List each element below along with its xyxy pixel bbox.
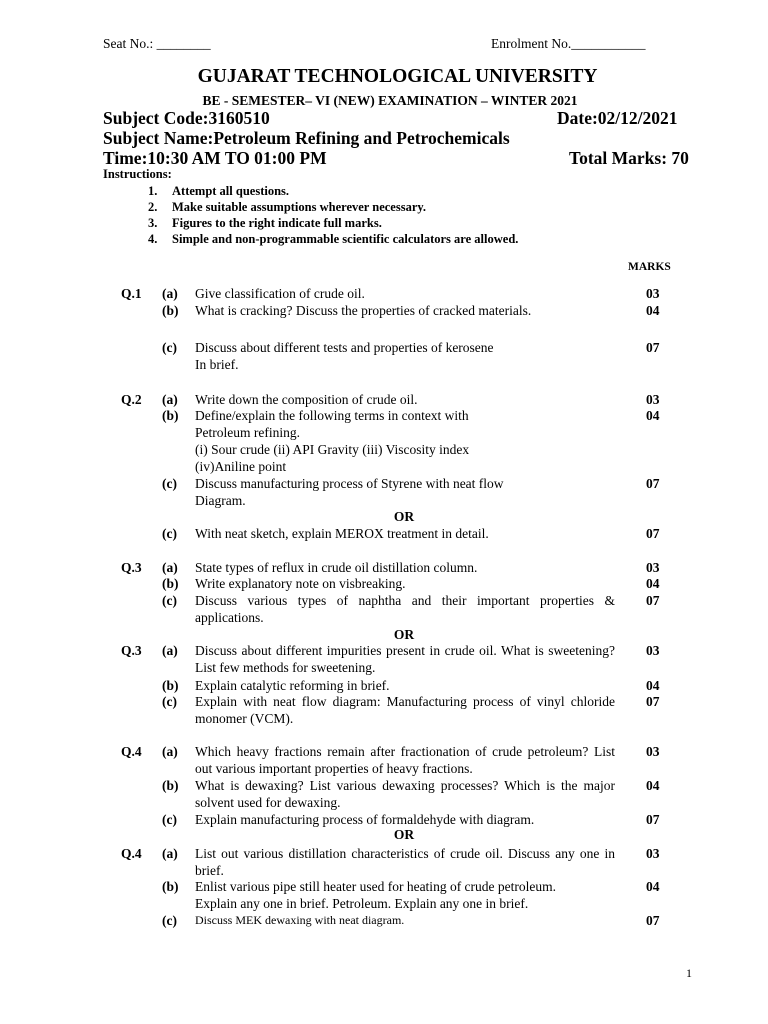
question-marks: 07: [646, 812, 660, 827]
page-number: 1: [686, 966, 692, 980]
instruction-number: 2.: [148, 200, 158, 214]
question-text-continuation: (iv)Aniline point: [195, 459, 287, 474]
question-text: Enlist various pipe still heater used for heating of crude petroleum.: [195, 879, 557, 894]
total-marks: Total Marks: 70: [569, 148, 689, 168]
question-text-continuation: (i) Sour crude (ii) API Gravity (iii) Viscosity index: [195, 442, 470, 457]
question-text: Write down the composition of crude oil.: [195, 392, 418, 407]
exam-title: BE - SEMESTER– VI (NEW) EXAMINATION – WINTER 2021: [202, 93, 578, 108]
question-number: Q.4: [121, 846, 142, 861]
question-marks: 04: [646, 879, 660, 894]
subject-code: Subject Code:3160510: [103, 108, 270, 128]
question-text: State types of reflux in crude oil distillation column.: [195, 560, 478, 575]
instruction-number: 4.: [148, 232, 158, 246]
question-text-continuation: Diagram.: [195, 493, 246, 508]
question-part: (c): [162, 913, 177, 928]
question-number: Q.1: [121, 286, 142, 301]
question-part: (a): [162, 744, 178, 759]
university-title: GUJARAT TECHNOLOGICAL UNIVERSITY: [197, 66, 598, 87]
question-part: (c): [162, 694, 177, 709]
question-part: (a): [162, 643, 178, 658]
question-part: (c): [162, 476, 177, 491]
question-text-continuation: In brief.: [195, 357, 239, 372]
question-part: (c): [162, 526, 177, 541]
subject-name: Subject Name:Petroleum Refining and Petrochemicals: [103, 128, 510, 148]
instruction-text: Attempt all questions.: [172, 184, 290, 198]
enrolment-number: Enrolment No.___________: [491, 36, 646, 51]
question-part: (b): [162, 303, 179, 318]
instructions-heading: Instructions:: [103, 167, 172, 181]
question-text: Discuss MEK dewaxing with neat diagram.: [195, 913, 405, 927]
question-text: Discuss manufacturing process of Styrene with neat flow: [195, 476, 504, 491]
question-marks: 04: [646, 303, 660, 318]
question-part: (c): [162, 812, 177, 827]
question-part: (b): [162, 576, 179, 591]
exam-date: Date:02/12/2021: [557, 108, 678, 128]
question-part: (b): [162, 408, 179, 423]
question-part: (b): [162, 879, 179, 894]
question-part: (c): [162, 340, 177, 355]
instruction-text: Simple and non-programmable scientific calculators are allowed.: [172, 232, 519, 246]
question-part: (b): [162, 678, 179, 693]
question-text: Discuss various types of naphtha and their important properties & applications.: [195, 593, 615, 625]
or-divider: OR: [393, 509, 415, 524]
question-marks: 03: [646, 846, 660, 861]
question-number: Q.3: [121, 643, 142, 658]
question-marks: 04: [646, 778, 660, 793]
question-marks: 04: [646, 408, 660, 423]
question-text: What is cracking? Discuss the properties of cracked materials.: [195, 303, 532, 318]
question-text: Give classification of crude oil.: [195, 286, 365, 301]
question-marks: 07: [646, 593, 660, 608]
or-divider: OR: [393, 627, 415, 642]
question-part: (a): [162, 846, 178, 861]
instruction-text: Make suitable assumptions wherever necessary.: [172, 200, 427, 214]
or-divider: OR: [393, 827, 415, 842]
question-marks: 03: [646, 643, 660, 658]
question-text: Explain catalytic reforming in brief.: [195, 678, 390, 693]
question-marks: 03: [646, 560, 660, 575]
question-text-continuation: Petroleum refining.: [195, 425, 300, 440]
question-part: (a): [162, 392, 178, 407]
question-part: (b): [162, 778, 179, 793]
question-text: Write explanatory note on visbreaking.: [195, 576, 406, 591]
exam-time: Time:10:30 AM TO 01:00 PM: [103, 148, 327, 168]
marks-heading: MARKS: [628, 261, 671, 273]
question-part: (a): [162, 560, 178, 575]
question-marks: 04: [646, 678, 660, 693]
question-text: List out various distillation characteristics of crude oil. Discuss any one in brief.: [195, 846, 615, 878]
question-text-continuation: Explain any one in brief. Petroleum. Explain any one in brief.: [195, 896, 529, 911]
question-text: Discuss about different impurities present in crude oil. What is sweetening? List few methods for sweetening.: [195, 643, 615, 675]
question-part: (a): [162, 286, 178, 301]
question-marks: 03: [646, 744, 660, 759]
question-text: Which heavy fractions remain after fractionation of crude petroleum? List out various important properties of heavy fractions.: [195, 744, 615, 776]
question-marks: 07: [646, 476, 660, 491]
instruction-number: 1.: [148, 184, 158, 198]
question-number: Q.4: [121, 744, 142, 759]
question-marks: 03: [646, 392, 660, 407]
question-number: Q.2: [121, 392, 142, 407]
question-marks: 07: [646, 694, 660, 709]
question-text: Explain manufacturing process of formaldehyde with diagram.: [195, 812, 535, 827]
question-text: What is dewaxing? List various dewaxing processes? Which is the major solvent used for dewaxing.: [195, 778, 615, 810]
question-text: Explain with neat flow diagram: Manufacturing process of vinyl chloride monomer (VCM).: [195, 694, 615, 726]
seat-number: Seat No.: ________: [103, 36, 211, 51]
instruction-number: 3.: [148, 216, 158, 230]
question-marks: 03: [646, 286, 660, 301]
question-text: With neat sketch, explain MEROX treatment in detail.: [195, 526, 489, 541]
question-marks: 07: [646, 526, 660, 541]
question-text: Discuss about different tests and properties of kerosene: [195, 340, 494, 355]
question-marks: 04: [646, 576, 660, 591]
question-marks: 07: [646, 913, 660, 928]
question-part: (c): [162, 593, 177, 608]
question-marks: 07: [646, 340, 660, 355]
instruction-text: Figures to the right indicate full marks.: [172, 216, 382, 230]
question-number: Q.3: [121, 560, 142, 575]
question-text: Define/explain the following terms in context with: [195, 408, 469, 423]
